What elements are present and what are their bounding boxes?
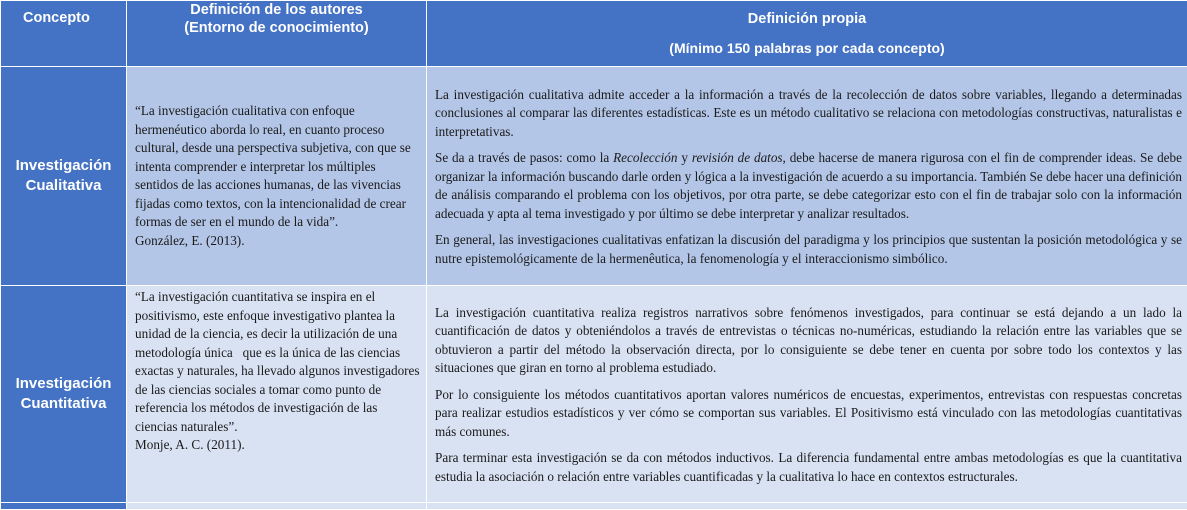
own-paragraph-2: Por lo consiguiente los métodos cuantitativos aportan valores numéricos de encuestas, experimentos, entrevistas con respuestas concretas para realizar estudios estadísticos y ver cómo se comportan sus variables. El Positivismo está vinculado con las metodologías cuantitativas más comunes. (435, 386, 1182, 442)
own-p2-italic-2: revisión de datos (692, 150, 783, 165)
header-own-line1: Definición propia (427, 1, 1187, 28)
table-bottom-strip (1, 503, 1187, 510)
own-p2-part-c: , debe hacerse de manera rigurosa con el fin de comprender ideas. Se debe organizar la información buscando darle orden y lógica a la investigación de acuerdo a su importancia. También Se debe hacer una definición de análisis comparando el problema con los objetivos, por otra parte, se debe categorizar esto con el fin de trabajar solo con la información adecuada y apta al tema investigado y por último se debe interpretar y analizar resultados. (435, 150, 1182, 221)
concept-line2: Cualitativa (1, 176, 126, 196)
header-concept: Concepto (1, 1, 127, 67)
header-authors (127, 1, 427, 67)
header-authors-line2: (Entorno de conocimiento) (127, 19, 426, 37)
own-definition-cell (427, 286, 1187, 503)
own-definition-cell (427, 67, 1187, 286)
concept-line2: Cuantitativa (1, 394, 126, 414)
own-p2-italic-1: Recolección (613, 150, 677, 165)
own-paragraph-1: La investigación cuantitativa realiza registros narrativos sobre fenómenos investigados, para continuar se está dejando a un lado la cuantificación de datos y obteniéndolos a través de entrevistas o técnicas no-numéricas, estudiando la relación entre las variables que se obtuvieron a partir del método la observación directa, por lo consiguiente se debe tener en cuenta por sobre todo los contextos y las situaciones que giran en torno al problema estudiado. (435, 304, 1182, 378)
header-authors-line1: Definición de los autores (127, 1, 426, 19)
concept-line1: Investigación (1, 156, 126, 176)
strip-concept (1, 503, 127, 510)
authors-quote: “La investigación cuantitativa se inspira en el positivismo, este enfoque investigativo plantea la unidad de la ciencia, es decir la utilización de una metodología única que es la única de las ciencias exactas y naturales, ha llevado algunos investigadores de las ciencias sociales a tomar como punto de referencia los métodos de investigación de las ciencias naturales”. (135, 288, 420, 436)
header-own-line2: (Mínimo 150 palabras por cada concepto) (427, 28, 1187, 57)
own-p2-part-a: Se da a través de pasos: como la (435, 150, 613, 165)
own-paragraph-3: Para terminar esta investigación se da con métodos inductivos. La diferencia fundamental entre ambas metodologías es que la cuantitativa estudia la asociación o relación entre variables cuantificadas y la cualitativa lo hace en contextos estructurales. (435, 449, 1182, 486)
authors-definition-cell (127, 286, 427, 503)
authors-reference: González, E. (2013). (135, 232, 420, 251)
concept-cell (1, 67, 127, 286)
header-own (427, 1, 1187, 67)
concept-line1: Investigación (1, 374, 126, 394)
own-p2-part-b: y (678, 150, 692, 165)
authors-quote: “La investigación cualitativa con enfoque hermenéutico aborda lo real, en cuanto proceso cultural, desde una perspectiva subjetiva, con que se intenta comprender e interpretar los múltiples sentidos de las acciones humanas, de las vivencias fijadas como textos, con la intencionalidad de crear formas de ser en el mundo de la vida”. (135, 102, 420, 232)
table-row (1, 67, 1187, 286)
concept-cell (1, 286, 127, 503)
header-row (1, 1, 1187, 67)
strip-own (427, 503, 1187, 510)
own-paragraph-3: En general, las investigaciones cualitativas enfatizan la discusión del paradigma y los principios que sustentan la posición metodológica y se nutre epistemológicamente de la hermenêutica, la fenomenología y el interaccionismo simbólico. (435, 231, 1182, 268)
table-row (1, 286, 1187, 503)
strip-authors (127, 503, 427, 510)
own-paragraph-2 (435, 149, 1182, 223)
own-paragraph-1: La investigación cualitativa admite acceder a la información a través de la recolección de datos sobre variables, llegando a determinadas conclusiones al comparar las diferentes estadísticas. Este es un método cualitativo se relaciona con metodologías constructivas, naturalistas e interpretativas. (435, 86, 1182, 142)
authors-definition-cell (127, 67, 427, 286)
authors-reference: Monje, A. C. (2011). (135, 436, 420, 455)
